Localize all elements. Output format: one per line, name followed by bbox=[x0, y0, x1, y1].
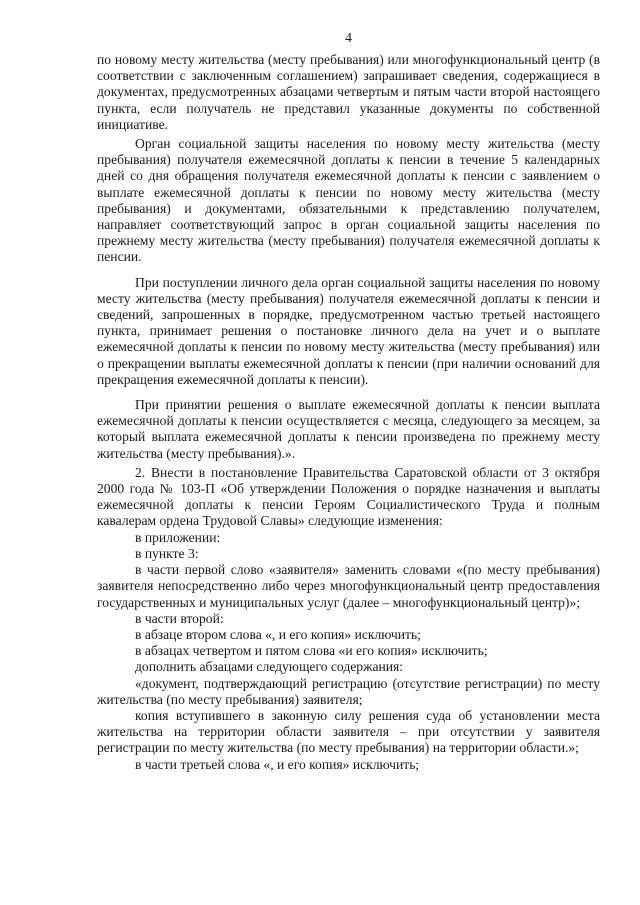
paragraph-request-procedure: Орган социальной защиты населения по новому месту жительства (месту пребывания) получателя ежемесячной доплаты к пенсии в течение 5 календарных дней со дня обращения получателя ежемесячной доплаты к пенсии с заявлением о выплате ежемесячной доплаты к пенсии по новому месту жительства (месту пребывания) и документами, обязательными к представлению получателем, направляет соответствующий запрос в орган социальной защиты населения по прежнему месту жительства (месту пребывания) получателя ежемесячной доплаты к пенсии. bbox=[97, 136, 600, 265]
paragraph-payment-decision: При принятии решения о выплате ежемесячной доплаты к пенсии выплата ежемесячной доплаты к пенсии осуществляется с месяца, следующего за месяцем, за который выплата ежемесячной доплаты к пенсии произведена по прежнему месту жительства (месту пребывания).». bbox=[97, 397, 600, 461]
paragraph-part-two: в части второй: bbox=[135, 610, 224, 626]
paragraph-in-item-3: в пункте 3: bbox=[135, 545, 199, 561]
paragraph-registration-doc: «документ, подтверждающий регистрацию (отсутствие регистрации) по месту жительства (по месту пребывания) заявителя; bbox=[97, 675, 600, 707]
paragraph-abzac-four-five: в абзацах четвертом и пятом слова «и его копия» исключить; bbox=[135, 643, 488, 659]
paragraph-in-appendix: в приложении: bbox=[135, 529, 221, 545]
page-number: 4 bbox=[345, 30, 352, 45]
paragraph-court-decision: копия вступившего в законную силу решения суда об установлении места жительства на территории области заявителя – при отсутствии у заявителя регистрации по месту жительства (по месту пребывания) на территории области.»; bbox=[97, 707, 600, 756]
paragraph-abzac-two: в абзаце втором слова «, и его копия» исключить; bbox=[135, 626, 421, 642]
paragraph-continuation: по новому месту жительства (месту пребывания) или многофункциональный центр (в соответствии с заключенным соглашением) запрашивает сведения, содержащиеся в документах, предусмотренных абзацами четвертым и пятым части второй настоящего пункта, если получатель не представил указанные документы по собственной инициативе. bbox=[97, 52, 600, 132]
paragraph-part-three: в части третьей слова «, и его копия» исключить; bbox=[135, 756, 420, 772]
paragraph-part-one: в части первой слово «заявителя» заменить словами «(по месту пребывания) заявителя непосредственно либо через многофункциональный центр предоставления государственных и муниципальных услуг (далее – многофункциональный центр)»; bbox=[97, 562, 600, 610]
paragraph-personal-file: При поступлении личного дела орган социальной защиты населения по новому месту жительства (месту пребывания) получателя ежемесячной доплаты к пенсии и сведений, запрошенных в порядке, предусмотренном частью третьей настоящего пункта, принимает решения о постановке личного дела на учет и о выплате ежемесячной доплаты к пенсии по новому месту жительства (месту пребывания) или о прекращении выплаты ежемесячной доплаты к пенсии (при наличии оснований для прекращения ежемесячной доплаты к пенсии). bbox=[97, 274, 600, 387]
paragraph-amendment-intro: 2. Внести в постановление Правительства Саратовской области от 3 октября 2000 года № 103-П «Об утверждении Положения о порядке назначения и выплаты ежемесячной доплаты к пенсии Героям Социалистического Труда и полным кавалерам ордена Трудовой Славы» следующие изменения: bbox=[97, 464, 600, 529]
paragraph-add-abzacs: дополнить абзацами следующего содержания: bbox=[135, 659, 404, 675]
